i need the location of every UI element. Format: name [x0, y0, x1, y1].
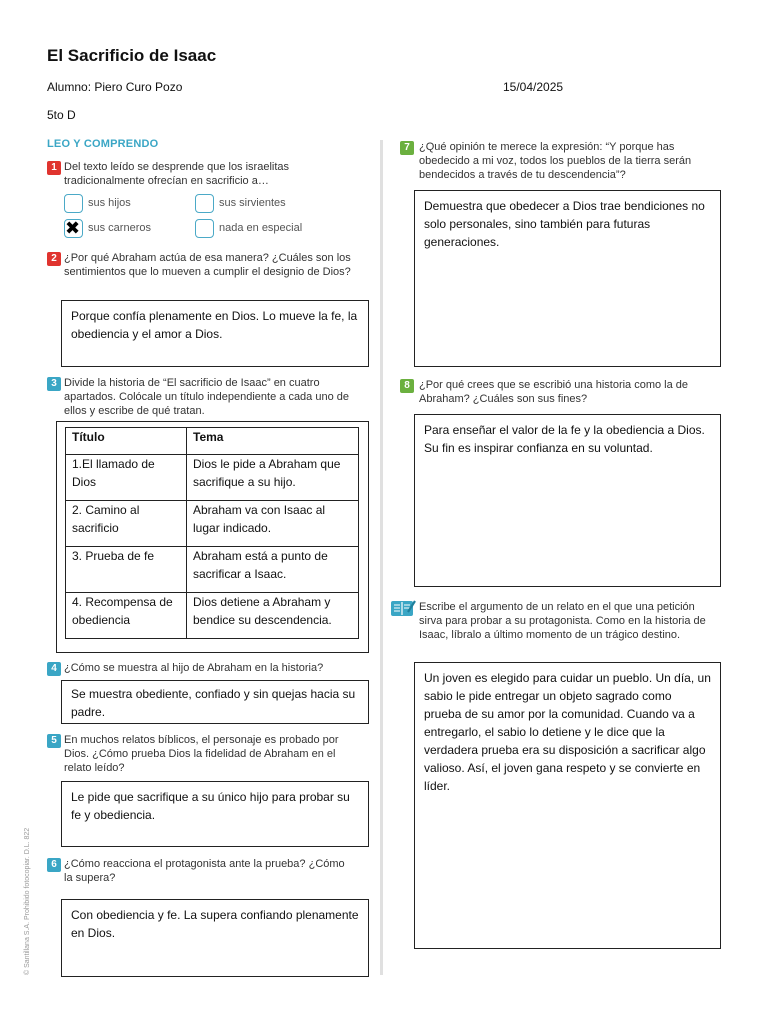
table-row — [66, 455, 359, 501]
option-label: sus hijos — [88, 197, 131, 209]
table-cell[interactable]: Abraham va con Isaac al lugar indicado. — [187, 501, 359, 547]
table-row — [66, 501, 359, 547]
table-cell[interactable]: Dios le pide a Abraham que sacrifique a su hijo. — [187, 455, 359, 501]
option-checkbox-sus-hijos[interactable] — [64, 194, 83, 213]
answer-box-7[interactable]: Demuestra que obedecer a Dios trae bendiciones no solo personales, sino también para futuras generaciones. — [414, 190, 721, 367]
question-number-5: 5 — [47, 734, 61, 748]
question-number-3: 3 — [47, 377, 61, 391]
answer-box-4[interactable]: Se muestra obediente, confiado y sin quejas hacia su padre. — [61, 680, 369, 724]
copyright-note: © Santillana S.A. Prohibido fotocopiar. D.L. 822 — [24, 827, 31, 975]
table-row — [66, 547, 359, 593]
question-5-text: En muchos relatos bíblicos, el personaje es probado por Dios. ¿Cómo prueba Dios la fidelidad de Abraham en el relato leído? — [64, 734, 339, 774]
answer-box-2[interactable]: Porque confía plenamente en Dios. Lo mueve la fe, la obediencia y el amor a Dios. — [61, 300, 369, 367]
table-cell[interactable]: 3. Prueba de fe — [66, 547, 187, 593]
question-9-text: Escribe el argumento de un relato en el que una petición sirva para probar a su protagonista. Como en la historia de Isaac, líbralo a último momento de un trágico destino. — [419, 601, 706, 641]
table-cell[interactable]: 2. Camino al sacrificio — [66, 501, 187, 547]
option-label: sus carneros — [88, 222, 151, 234]
column-divider — [380, 140, 383, 975]
section-heading: LEO Y COMPRENDO — [47, 138, 159, 150]
page-title: El Sacrificio de Isaac — [47, 46, 217, 65]
question-8-text: ¿Por qué crees que se escribió una historia como la de Abraham? ¿Cuáles son sus fines? — [419, 379, 689, 405]
answer-box-6[interactable]: Con obediencia y fe. La supera confiando plenamente en Dios. — [61, 899, 369, 977]
option-label: sus sirvientes — [219, 197, 286, 209]
question-number-7: 7 — [400, 141, 414, 155]
date: 15/04/2025 — [503, 80, 564, 94]
x-mark-icon: ✖ — [65, 218, 81, 238]
option-checkbox-sus-sirvientes[interactable] — [195, 194, 214, 213]
question-2-text: ¿Por qué Abraham actúa de esa manera? ¿Cuáles son los sentimientos que lo mueven a cumplir el designio de Dios? — [64, 252, 351, 278]
question-number-6: 6 — [47, 858, 61, 872]
answer-box-8[interactable]: Para enseñar el valor de la fe y la obediencia a Dios. Su fin es inspirar confianza en su voluntad. — [414, 414, 721, 587]
option-checkbox-nada-en-especial[interactable] — [195, 219, 214, 238]
table-cell[interactable]: 1.El llamado de Dios — [66, 455, 187, 501]
question-number-2: 2 — [47, 252, 61, 266]
question-number-8: 8 — [400, 379, 414, 393]
question-4-text: ¿Cómo se muestra al hijo de Abraham en la historia? — [64, 662, 324, 674]
question-7-text: ¿Qué opinión te merece la expresión: “Y porque has obedecido a mi voz, todos los pueblos de la tierra serán bendecidos a través de tu descendencia”? — [419, 141, 692, 181]
book-pencil-icon — [390, 598, 416, 618]
question-number-4: 4 — [47, 662, 61, 676]
sections-table — [65, 427, 359, 639]
answer-box-9[interactable]: Un joven es elegido para cuidar un pueblo. Un día, un sabio le pide entregar un objeto sagrado como prueba de su amor por la comunidad. Cuando va a entregarlo, el sabio lo detiene y le dice que la verdadera prueba era su disposición a sacrificar algo valioso. Así, el joven gana respeto y se convierte en líder. — [414, 662, 721, 949]
option-checkbox-sus-carneros[interactable] — [64, 219, 83, 238]
question-number-1: 1 — [47, 161, 61, 175]
question-6-text: ¿Cómo reacciona el protagonista ante la prueba? ¿Cómo la supera? — [64, 858, 345, 884]
table-cell[interactable]: 4. Recompensa de obediencia — [66, 593, 187, 639]
question-1-text: Del texto leído se desprende que los israelitas tradicionalmente ofrecían en sacrificio a… — [64, 161, 290, 187]
table-header-title: Título — [66, 428, 187, 455]
table-cell[interactable]: Dios detiene a Abraham y bendice su descendencia. — [187, 593, 359, 639]
grade: 5to D — [47, 108, 76, 122]
option-label: nada en especial — [219, 222, 303, 234]
table-header-theme: Tema — [187, 428, 359, 455]
answer-box-5[interactable]: Le pide que sacrifique a su único hijo para probar su fe y obediencia. — [61, 781, 369, 847]
question-3-text: Divide la historia de “El sacrificio de Isaac” en cuatro apartados. Colócale un título independiente a cada uno de ellos y escribe de qué tratan. — [64, 377, 349, 417]
student-name: Alumno: Piero Curo Pozo — [47, 80, 183, 94]
table-frame — [56, 421, 369, 653]
table-cell[interactable]: Abraham está a punto de sacrificar a Isaac. — [187, 547, 359, 593]
table-row — [66, 593, 359, 639]
